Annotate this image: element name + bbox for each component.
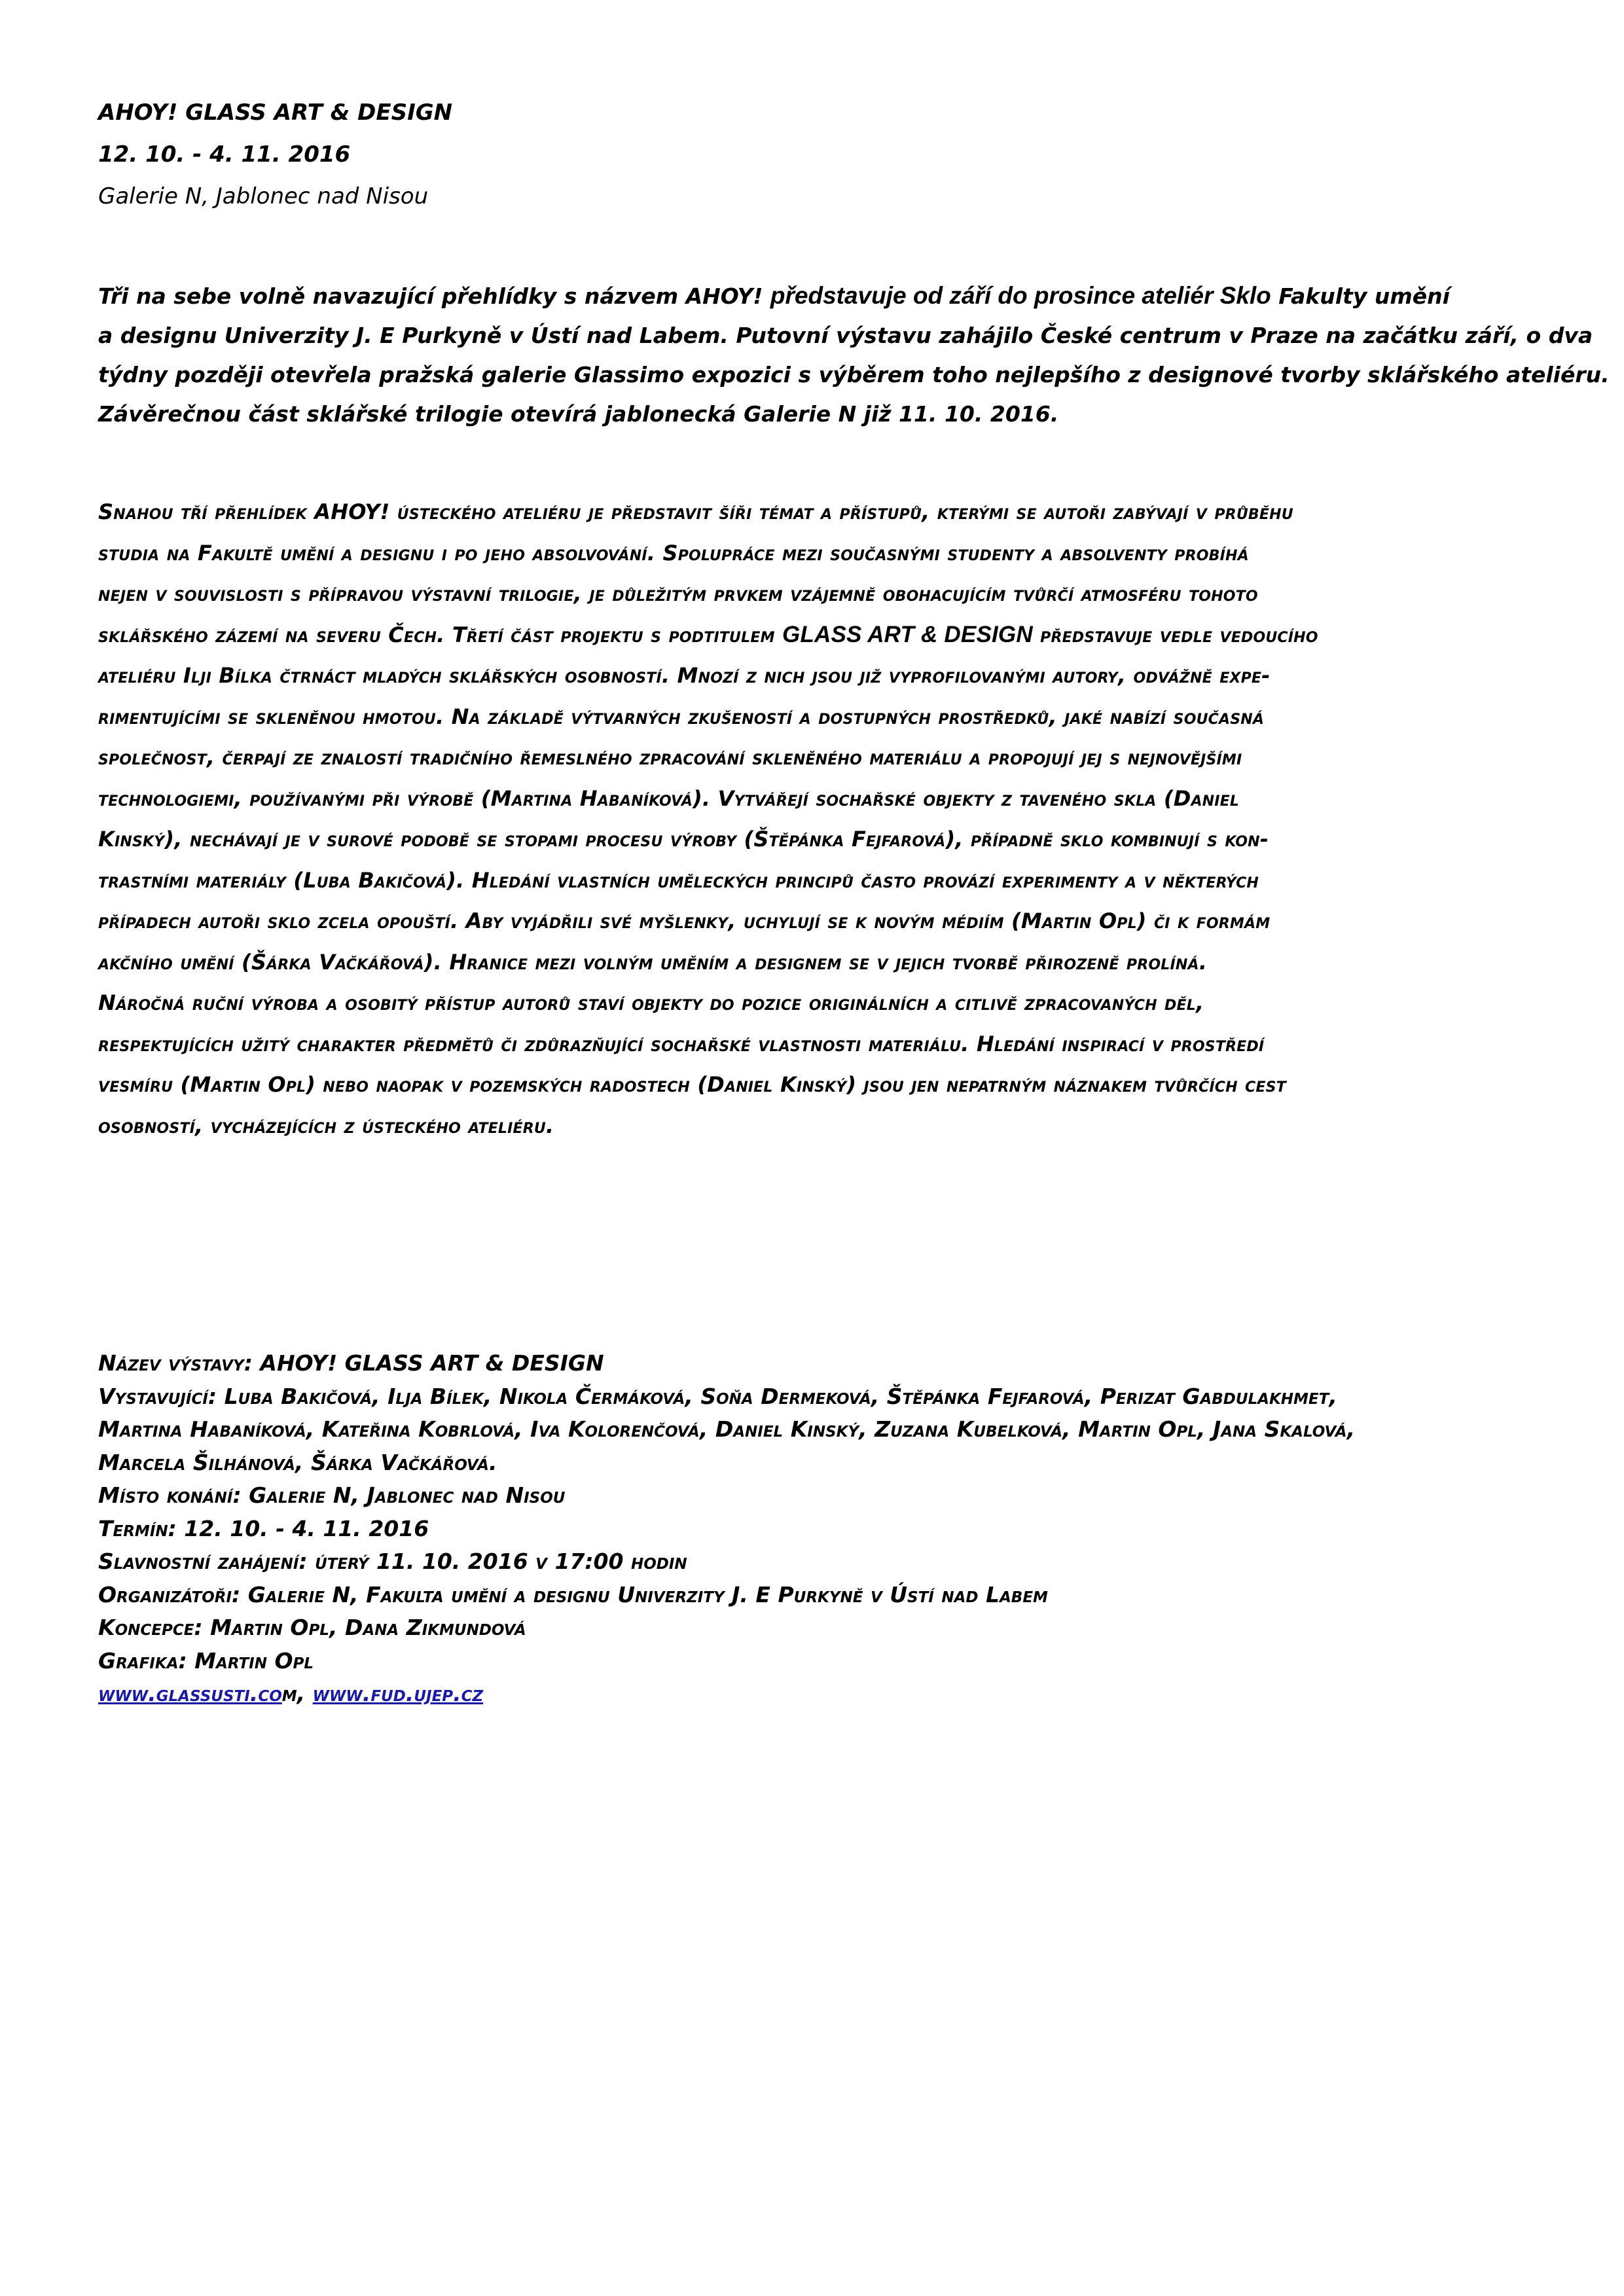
intro-line: Závěrečnou část sklářské trilogie otevírá jablonecká Galerie N již 11. 10. 2016. (98, 401, 1059, 427)
body-line: rimentujícími se skleněnou hmotou. Na základě výtvarných zkušeností a dostupných prostředků, jaké nabízí současná (98, 704, 1265, 729)
body-line: nejen v souvislosti s přípravou výstavní trilogie, je důležitým prvkem vzájemně obohacujícím tvůrčí atmosféru tohoto (98, 581, 1258, 606)
body-subtitle: GLASS ART & DESIGN (782, 621, 1033, 647)
link-separator: m, (281, 1681, 313, 1706)
exhibition-venue: Galerie N, Jablonec nad Nisou (98, 183, 429, 209)
body-line: případech autoři sklo zcela opouští. Aby vyjádřili své myšlenky, uchylují se k novým médiím (Martin Opl) či k formám (98, 908, 1271, 933)
intro-line: týdny později otevřela pražská galerie Glassimo expozici s výběrem toho nejlepšího z designové tvorby sklářského ateliéru. (98, 362, 1610, 387)
intro-paragraph (98, 276, 1610, 434)
intro-emphasis: představuje od září do prosince ateliér Sklo (770, 282, 1271, 309)
body-line: Snahou tří přehlídek AHOY! ústeckého ateliéru je představit šíři témat a přístupů, kterými se autoři zabývají v průběhu (98, 499, 1293, 524)
link-fud-ujep[interactable]: www.fud.ujep.cz (312, 1681, 484, 1706)
document-page (98, 92, 1610, 1146)
body-line: respektujících užitý charakter předmětů či zdůrazňující sochařské vlastnosti materiálu. Hledání inspirací v prostředí (98, 1031, 1265, 1056)
body-paragraph (98, 492, 1538, 1146)
body-line: studia na Fakultě umění a designu i po jeho absolvování. Spolupráce mezi současnými studenty a absolventy probíhá (98, 540, 1249, 565)
credit-concept: Koncepce: Martin Opl, Dana Zikmundová (98, 1615, 526, 1640)
body-line: Náročná ruční výroba a osobitý přístup autorů staví objekty do pozice originálních a citlivě zpracovaných děl, (98, 990, 1204, 1015)
link-glassusti[interactable]: www.glassusti.co (98, 1681, 282, 1706)
body-line: Kinský), nechávají je v surové podobě se stopami procesu výroby (Štěpánka Fejfarová), případně sklo kombinují s kon- (98, 827, 1269, 852)
credit-graphics: Grafika: Martin Opl (98, 1647, 314, 1674)
credit-exhibition-name: Název výstavy: AHOY! GLASS ART & DESIGN (98, 1350, 604, 1376)
intro-line (98, 276, 1538, 316)
intro-line: a designu Univerzity J. E Purkyně v Ústí nad Labem. Putovní výstavu zahájilo České centrum v Praze na začátku září, o dva (98, 323, 1593, 348)
credit-place: Místo konání: Galerie N, Jablonec nad Nisou (98, 1482, 566, 1508)
body-line (98, 615, 1538, 656)
body-text: sklářského zázemí na severu Čech. Třetí část projektu s podtitulem (98, 622, 783, 647)
body-line: ateliéru Ilji Bílka čtrnáct mladých sklářských osobností. Mnozí z nich jsou již vyprofilovanými autory, odvážně expe- (98, 663, 1271, 688)
intro-text: Tři na sebe volně navazující přehlídky s názvem AHOY! (98, 283, 770, 309)
credit-exhibitors: Martina Habaníková, Kateřina Kobrlová, Iva Kolorenčová, Daniel Kinský, Zuzana Kubelková, Martin Opl, Jana Skalová, (98, 1416, 1356, 1442)
credit-exhibitors: Marcela Šilhánová, Šárka Vačkářová. (98, 1449, 497, 1475)
body-line: akčního umění (Šárka Vačkářová). Hranice mezi volným uměním a designem se v jejich tvorbě přirozeně prolíná. (98, 949, 1208, 975)
document-header (98, 92, 1538, 217)
credit-term: Termín: 12. 10. - 4. 11. 2016 (98, 1515, 429, 1541)
body-line: společnost, čerpají ze znalostí tradičního řemeslného zpracování skleněného materiálu a propojují jej s nejnovějšími (98, 745, 1242, 770)
body-line: vesmíru (Martin Opl) nebo naopak v pozemských radostech (Daniel Kinský) jsou jen nepatrným náznakem tvůrčích cest (98, 1072, 1286, 1097)
body-text: představuje vedle vedoucího (1032, 622, 1318, 647)
credit-links (98, 1677, 1538, 1711)
exhibition-dates: 12. 10. - 4. 11. 2016 (98, 141, 351, 168)
credit-exhibitors: Vystavující: Luba Bakičová, Ilja Bílek, Nikola Čermáková, Soňa Dermeková, Štěpánka Fejfarová, Perizat Gabdulakhmet, (98, 1383, 1337, 1409)
exhibition-title: AHOY! GLASS ART & DESIGN (98, 99, 453, 126)
body-line: technologiemi, používanými při výrobě (Martina Habaníková). Vytvářejí sochařské objekty z taveného skla (Daniel (98, 785, 1240, 811)
credit-organizers: Organizátoři: Galerie N, Fakulta umění a designu Univerzity J. E Purkyně v Ústí nad Labem (98, 1581, 1048, 1607)
credits-block (98, 1347, 1538, 1711)
body-line: trastními materiály (Luba Bakičová). Hledání vlastních uměleckých principů často provází experimenty a v některých (98, 867, 1259, 893)
body-line: osobností, vycházejících z ústeckého ateliéru. (98, 1113, 554, 1138)
credit-opening: Slavnostní zahájení: úterý 11. 10. 2016 v 17:00 hodin (98, 1549, 687, 1574)
intro-text: Fakulty umění (1271, 283, 1450, 309)
